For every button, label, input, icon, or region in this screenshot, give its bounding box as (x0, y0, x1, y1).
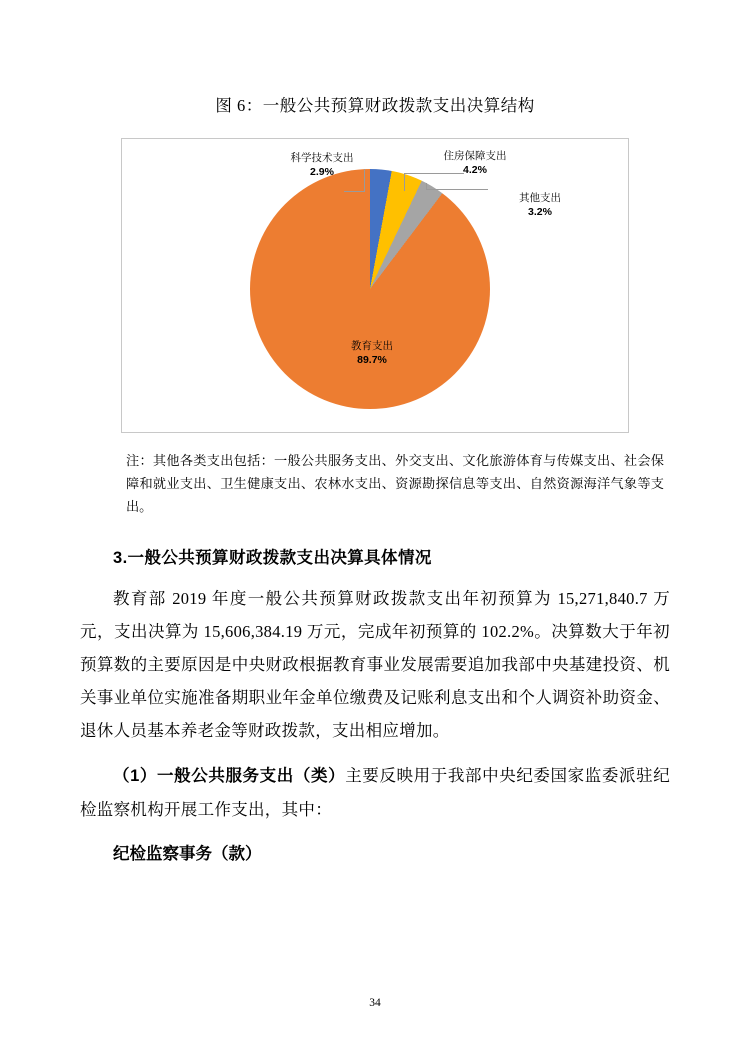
leader-line-qita (426, 189, 488, 190)
leader-line-qita-v (426, 183, 427, 190)
slice-label-other-pct: 3.2% (528, 206, 552, 219)
slice-label-housing-pct: 4.2% (463, 164, 487, 177)
slice-label-other (490, 191, 590, 219)
slice-label-education-pct: 89.7% (357, 354, 387, 367)
slice-label-education-name: 教育支出 (351, 340, 393, 352)
item-1-lead: （1）一般公共服务支出（类） (113, 767, 346, 786)
leader-line-zhufang (404, 173, 405, 191)
slice-label-housing-name: 住房保障支出 (443, 150, 507, 162)
item-1-rest: 主要反映用于我部中央纪委国家监委派驻纪检监察机构开展工作支出，其中： (80, 766, 670, 820)
slice-label-housing (420, 149, 530, 177)
slice-label-science (267, 151, 377, 179)
pie-chart (250, 169, 490, 409)
slice-label-education (312, 339, 432, 367)
slice-label-science-name: 科学技术支出 (290, 152, 354, 164)
item-1-subheading: 纪检监察事务（款） (113, 845, 262, 864)
figure-title: 图 6：一般公共预算财政拨款支出决算结构 (215, 96, 535, 115)
slice-label-science-pct: 2.9% (310, 166, 334, 179)
pie-slices (250, 169, 490, 409)
page-number: 34 (369, 997, 381, 1009)
section-item-1 (80, 759, 670, 826)
section-heading: 3.一般公共预算财政拨款支出决算具体情况 (113, 549, 432, 568)
figure-note: 注：其他各类支出包括：一般公共服务支出、外交支出、文化旅游体育与传媒支出、社会保障和就业支出、卫生健康支出、农林水支出、资源勘探信息等支出、自然资源海洋气象等支出。 (126, 453, 664, 515)
slice-label-other-name: 其他支出 (519, 192, 561, 204)
pie-chart-figure (121, 138, 629, 433)
leader-line-kexue-h (344, 191, 365, 192)
section-paragraph-1: 教育部 2019 年度一般公共预算财政拨款支出年初预算为 15,271,840.7 万元，支出决算为 15,606,384.19 万元，完成年初预算的 102.2%。决算数大于年初预算数的主要原因是中央财政根据教育事业发展需要追加我部中央基建投资、机关事业单位实施准备期职业年金单位缴费及记账利息支出和个人调资补助资金、退休人员基本养老金等财政拨款，支出相应增加。 (80, 589, 670, 741)
